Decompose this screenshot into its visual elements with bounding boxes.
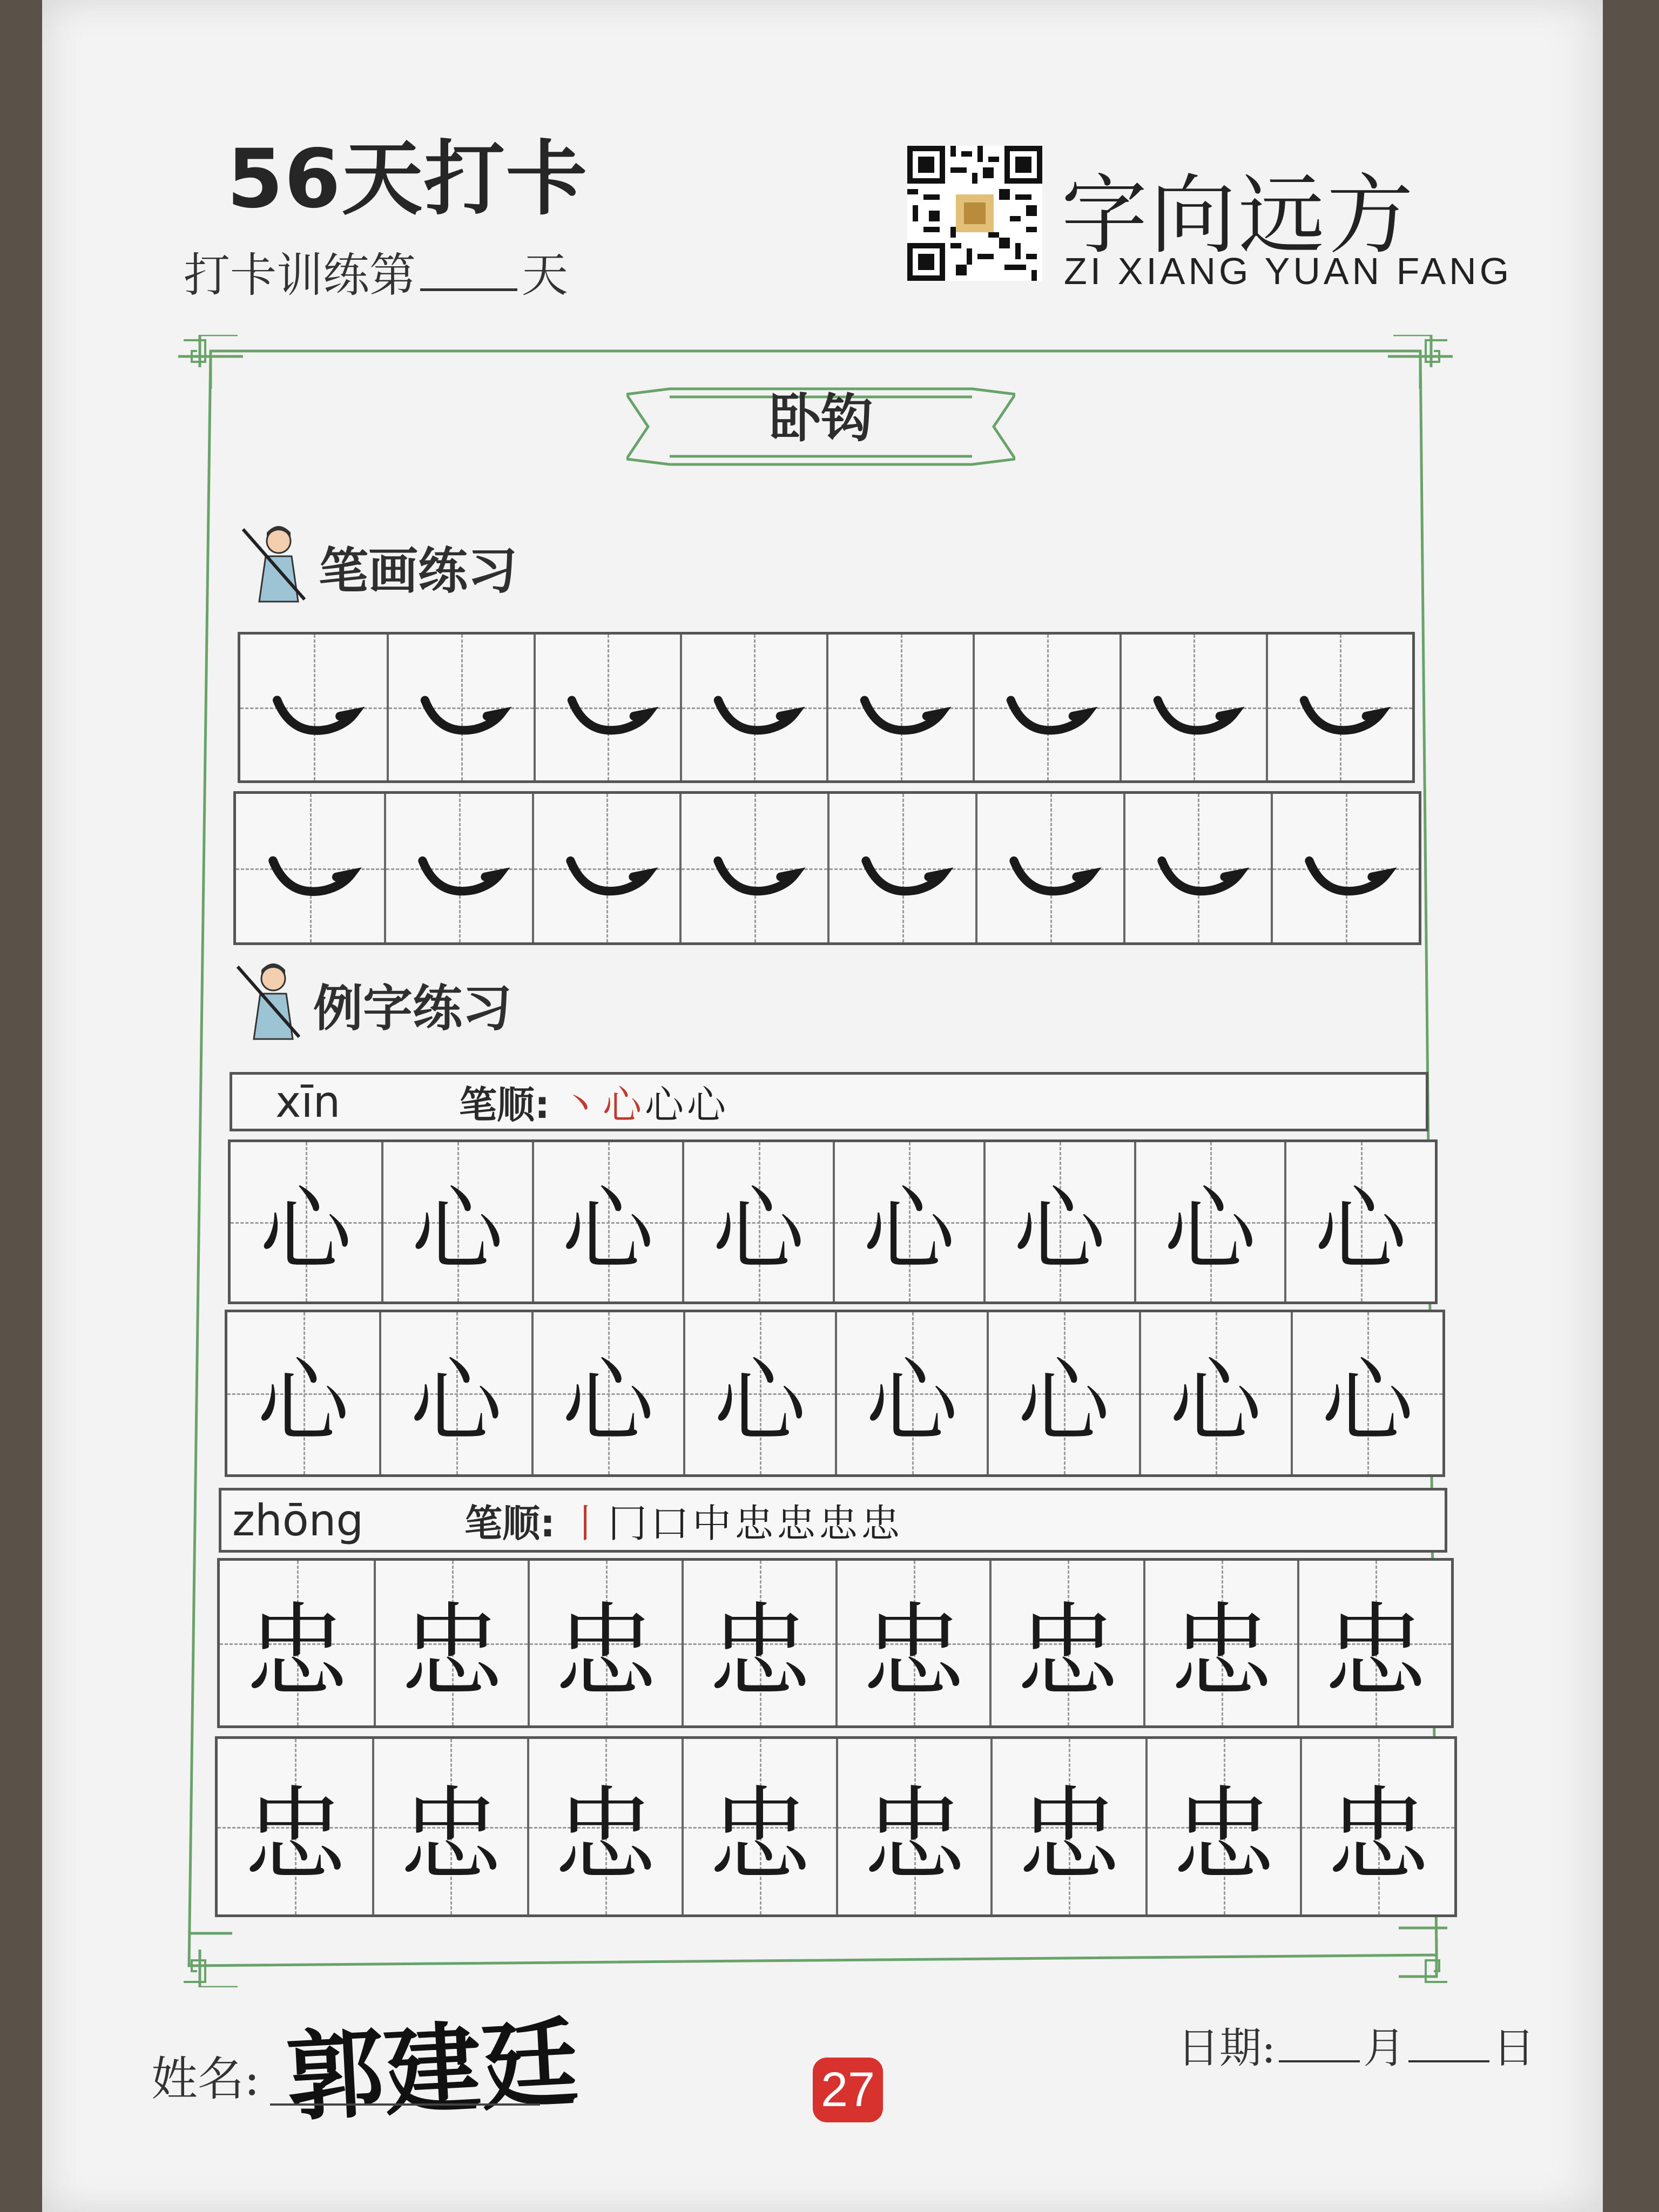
practice-character: 忠 (245, 1592, 348, 1711)
brand-name: 字向远方 (1061, 165, 1416, 266)
practice-cell[interactable] (1300, 1739, 1454, 1914)
date-field (1177, 2014, 1535, 2075)
practice-cell[interactable] (381, 1142, 532, 1301)
wogou-stroke-mark (682, 794, 827, 942)
practice-cell[interactable] (826, 635, 973, 780)
qr-code-icon (907, 146, 1042, 281)
practice-character: 忠 (554, 1592, 657, 1711)
char-info-bar (219, 1488, 1447, 1553)
stroke-order-step: 丨 (566, 1501, 609, 1546)
practice-character: 心 (257, 1348, 349, 1455)
char-grid-row (215, 1736, 1457, 1917)
practice-character: 心 (1321, 1348, 1414, 1455)
stroke-order-step: 口 (650, 1501, 693, 1546)
stroke-order-step: 忠 (734, 1501, 777, 1546)
practice-cell[interactable] (990, 1739, 1145, 1914)
practice-cell[interactable] (236, 794, 384, 942)
pinyin-label: xīn (275, 1076, 341, 1127)
practice-character: 忠 (1324, 1592, 1427, 1711)
practice-cell[interactable] (833, 1142, 983, 1301)
practice-cell[interactable] (683, 1312, 835, 1474)
stroke-order-step: 中 (692, 1501, 735, 1546)
practice-character: 心 (712, 1177, 805, 1284)
practice-cell[interactable] (384, 794, 532, 942)
month-label: 月 (1363, 2024, 1406, 2073)
practice-character: 心 (1314, 1177, 1407, 1284)
scholar-icon (232, 961, 308, 1048)
practice-cell[interactable] (374, 1561, 528, 1725)
practice-character: 心 (1017, 1348, 1110, 1455)
page-title: 56天打卡 (227, 132, 588, 226)
practice-character: 心 (562, 1177, 654, 1284)
practice-cell[interactable] (1284, 1142, 1435, 1301)
month-blank[interactable] (1279, 2060, 1360, 2062)
practice-character: 忠 (1170, 1592, 1273, 1711)
practice-cell[interactable] (379, 1312, 531, 1474)
practice-character: 心 (1170, 1348, 1262, 1455)
pinyin-label: zhōng (232, 1495, 364, 1546)
wogou-stroke-mark (386, 794, 532, 942)
practice-character: 忠 (400, 1592, 503, 1711)
practice-cell[interactable] (679, 794, 827, 942)
practice-character: 忠 (554, 1776, 657, 1895)
practice-character: 心 (412, 1177, 504, 1284)
practice-cell[interactable] (240, 635, 387, 780)
stroke-order-step: 冂 (608, 1501, 651, 1546)
practice-cell[interactable] (1139, 1312, 1291, 1474)
stroke-name-label: 卧钩 (769, 388, 873, 449)
practice-cell[interactable] (682, 1142, 833, 1301)
practice-cell[interactable] (218, 1739, 372, 1914)
practice-cell[interactable] (987, 1312, 1138, 1474)
char-grid-row (225, 1310, 1445, 1477)
stroke-grid-row (238, 632, 1415, 783)
practice-cell[interactable] (680, 635, 826, 780)
char-grid-row (228, 1139, 1438, 1304)
stroke-order-step: 丶 (561, 1082, 603, 1128)
practice-cell[interactable] (836, 1739, 990, 1914)
stroke-order-step: 心 (603, 1082, 645, 1128)
day-suffix: 天 (522, 248, 568, 302)
stroke-order-step: 忠 (861, 1501, 903, 1546)
wogou-stroke-mark (1125, 794, 1271, 942)
signature[interactable]: 郭建廷 (284, 2005, 581, 2135)
stroke-order-label: 笔顺: (459, 1082, 550, 1127)
practice-cell[interactable] (1291, 1312, 1442, 1474)
practice-character: 忠 (1326, 1776, 1429, 1895)
practice-character: 忠 (244, 1776, 347, 1895)
day-blank[interactable] (1408, 2060, 1489, 2062)
stroke-order-step: 心 (687, 1082, 730, 1128)
practice-cell[interactable] (1271, 794, 1419, 942)
practice-character: 忠 (1172, 1776, 1275, 1895)
practice-cell[interactable] (682, 1561, 835, 1725)
char-info-bar (230, 1072, 1428, 1131)
practice-cell[interactable] (1297, 1561, 1451, 1725)
practice-character: 忠 (1016, 1592, 1119, 1711)
practice-cell[interactable] (532, 794, 680, 942)
stroke-order-sequence (561, 1074, 729, 1130)
day-counter (184, 238, 568, 305)
wogou-stroke-mark (682, 635, 826, 780)
practice-cell[interactable] (387, 635, 533, 780)
stroke-order-step: 忠 (777, 1501, 819, 1546)
practice-character: 心 (410, 1348, 502, 1455)
practice-character: 心 (863, 1177, 955, 1284)
practice-cell[interactable] (1143, 1561, 1297, 1725)
practice-cell[interactable] (220, 1561, 374, 1725)
wogou-stroke-mark (534, 794, 680, 942)
day-prefix: 打卡训练第 (184, 248, 416, 302)
practice-cell[interactable] (835, 1561, 989, 1725)
practice-cell[interactable] (1134, 1142, 1285, 1301)
practice-cell[interactable] (231, 1142, 381, 1301)
practice-cell[interactable] (1145, 1739, 1300, 1914)
practice-cell[interactable] (1123, 794, 1271, 942)
stroke-order-step: 忠 (819, 1501, 861, 1546)
wogou-stroke-mark (389, 635, 533, 780)
practice-cell[interactable] (827, 794, 975, 942)
practice-cell[interactable] (1266, 635, 1412, 780)
wogou-stroke-mark (1122, 635, 1266, 780)
practice-character: 心 (1164, 1177, 1256, 1284)
brand-romanized: ZI XIANG YUAN FANG (1064, 250, 1513, 292)
wogou-stroke-mark (236, 794, 384, 942)
example-practice-heading (232, 961, 512, 1048)
wogou-stroke-mark (536, 635, 680, 780)
stroke-order-step: 心 (645, 1082, 687, 1128)
practice-cell[interactable] (1120, 635, 1266, 780)
wogou-stroke-mark (830, 794, 975, 942)
practice-cell[interactable] (682, 1739, 836, 1914)
practice-cell[interactable] (528, 1561, 682, 1725)
practice-character: 忠 (863, 1776, 966, 1895)
practice-cell[interactable] (527, 1739, 682, 1914)
practice-character: 心 (714, 1348, 806, 1455)
practice-cell[interactable] (227, 1312, 379, 1474)
practice-cell[interactable] (372, 1739, 527, 1914)
wogou-stroke-mark (975, 635, 1119, 780)
wogou-stroke-mark (1268, 635, 1412, 780)
practice-cell[interactable] (534, 635, 680, 780)
practice-character: 心 (562, 1348, 655, 1455)
date-label: 日期: (1177, 2024, 1276, 2073)
practice-cell[interactable] (835, 1312, 987, 1474)
name-underline (270, 2103, 540, 2106)
stroke-grid-row (233, 791, 1421, 945)
page-number-badge: 27 (813, 2058, 883, 2122)
char-grid-row (217, 1558, 1454, 1728)
wogou-stroke-mark (240, 635, 387, 780)
practice-cell[interactable] (989, 1561, 1143, 1725)
day-label: 日 (1493, 2024, 1535, 2073)
stroke-order-sequence (566, 1492, 903, 1548)
wogou-stroke-mark (828, 635, 973, 780)
practice-cell[interactable] (531, 1312, 683, 1474)
practice-character: 忠 (1017, 1776, 1121, 1895)
practice-character: 忠 (708, 1592, 811, 1711)
stroke-practice-title: 笔画练习 (319, 542, 518, 600)
practice-cell[interactable] (973, 635, 1119, 780)
practice-cell[interactable] (532, 1142, 683, 1301)
day-blank[interactable] (420, 288, 517, 291)
practice-cell[interactable] (975, 794, 1123, 942)
scholar-icon (238, 524, 313, 610)
wogou-stroke-mark (977, 794, 1123, 942)
practice-character: 心 (1014, 1177, 1106, 1284)
example-practice-title: 例字练习 (313, 980, 512, 1037)
practice-character: 忠 (862, 1592, 965, 1711)
wogou-stroke-mark (1273, 794, 1419, 942)
practice-character: 心 (866, 1348, 958, 1455)
practice-character: 心 (260, 1177, 352, 1284)
practice-cell[interactable] (983, 1142, 1134, 1301)
name-label: 姓名: (151, 2052, 260, 2106)
practice-character: 忠 (399, 1776, 502, 1895)
stroke-practice-heading (238, 524, 517, 610)
practice-character: 忠 (708, 1776, 811, 1895)
stroke-order-label: 笔顺: (464, 1501, 555, 1546)
